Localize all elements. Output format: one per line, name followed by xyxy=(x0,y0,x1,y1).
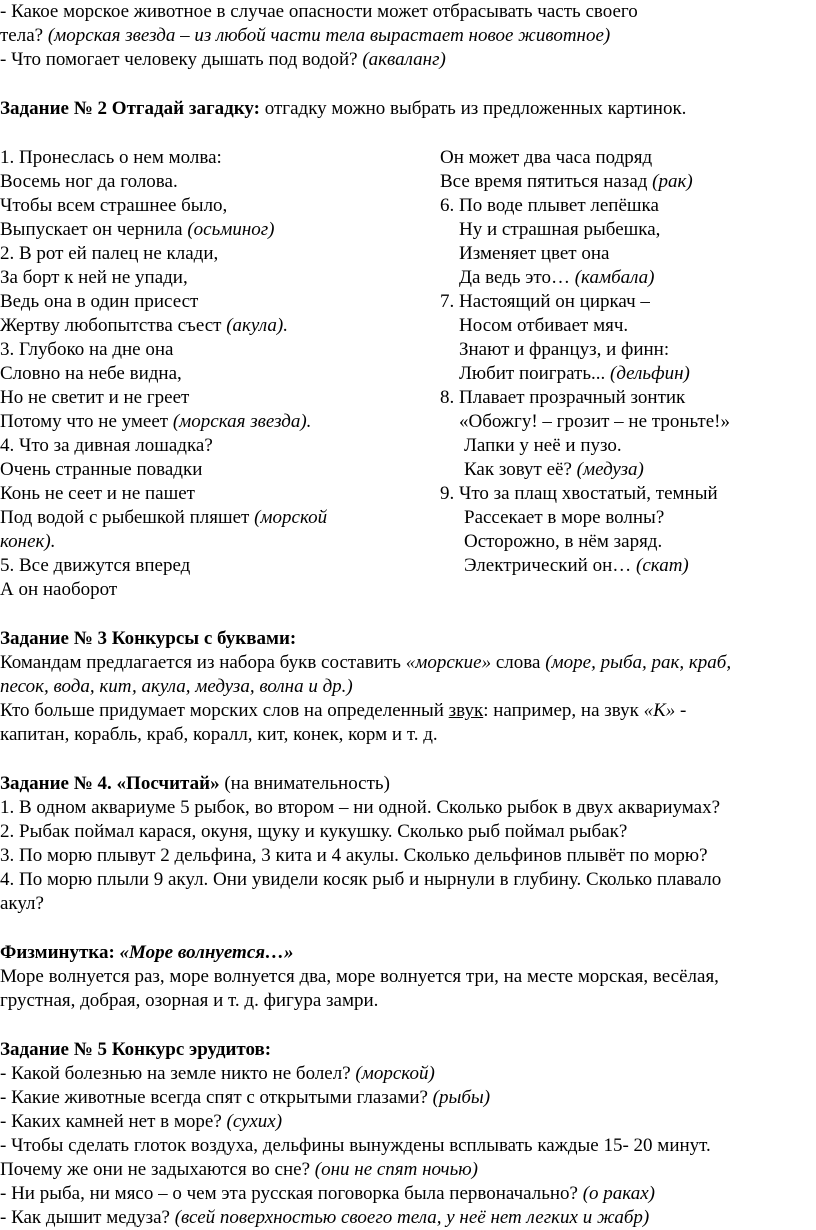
text-run: Восемь ног да голова. xyxy=(0,171,178,192)
task3-paragraph-line xyxy=(0,699,816,723)
riddle-right-line xyxy=(459,218,816,242)
riddle-left-line xyxy=(0,434,395,458)
answer-text: (морской xyxy=(254,507,328,528)
text-run: 4. По морю плыли 9 акул. Они увидели косяк рыб и нырнули в глубину. Сколько плавало xyxy=(0,869,722,890)
text-run: Носом отбивает мяч. xyxy=(459,315,629,336)
task-title: Задание № 4. «Посчитай» xyxy=(0,773,220,794)
riddle-left-line xyxy=(0,506,395,530)
answer-text: (рак) xyxy=(652,171,693,192)
task-title: Задание № 5 Конкурс эрудитов: xyxy=(0,1039,272,1060)
warmup-text-line xyxy=(0,965,816,989)
task4-item xyxy=(0,820,816,844)
answer-text: (медуза) xyxy=(576,459,644,480)
riddle-left-line xyxy=(0,482,395,506)
task4-item xyxy=(0,892,816,916)
text-run: Море волнуется раз, море волнуется два, море волнуется три, на месте морская, весёлая, xyxy=(0,966,719,987)
intro-line-2 xyxy=(0,24,816,48)
riddle-left-line xyxy=(0,410,395,434)
text-run: - Чтобы сделать глоток воздуха, дельфины вынуждены всплывать каждые 15- 20 минут. xyxy=(0,1135,711,1156)
task5-question xyxy=(0,1182,816,1206)
intro-text: тела? xyxy=(0,25,48,46)
text-run: 2. В рот ей палец не клади, xyxy=(0,243,219,264)
text-run: Очень странные повадки xyxy=(0,459,203,480)
text-run: - Какой болезнью на земле никто не болел? xyxy=(0,1063,356,1084)
text-run: 9. Что за плащ хвостатый, темный xyxy=(440,483,718,504)
riddle-left-line xyxy=(0,218,395,242)
underlined-word: звук xyxy=(448,700,484,721)
answer-text: песок, вода, кит, акула, медуза, волна и др.) xyxy=(0,676,353,697)
riddle-right-line xyxy=(440,170,816,194)
text-run: - Каких камней нет в море? xyxy=(0,1111,227,1132)
riddle-left-line xyxy=(0,194,395,218)
text-run: - Ни рыба, ни мясо – о чем эта русская поговорка была первоначально? xyxy=(0,1183,583,1204)
answer-text: (дельфин) xyxy=(610,363,690,384)
riddle-right-line xyxy=(459,242,816,266)
text-run: грустная, добрая, озорная и т. д. фигура замри. xyxy=(0,990,379,1011)
question-text: - Что помогает человеку дышать под водой? xyxy=(0,49,363,70)
answer-text: (скат) xyxy=(636,555,689,576)
text-run: - xyxy=(675,700,687,721)
task3-heading xyxy=(0,627,816,651)
text-run: Конь не сеет и не пашет xyxy=(0,483,195,504)
text-run: Лапки у неё и пузо. xyxy=(464,435,622,456)
warmup-heading xyxy=(0,941,816,965)
task3-paragraph-line xyxy=(0,675,816,699)
text-run: Командам предлагается из набора букв составить xyxy=(0,652,406,673)
task-title: Физминутка: xyxy=(0,942,120,963)
riddle-right-line xyxy=(464,458,816,482)
riddle-right-line xyxy=(459,410,816,434)
text-run: 6. По воде плывет лепёшка xyxy=(440,195,659,216)
intro-line-1 xyxy=(0,0,816,24)
riddle-left-line xyxy=(0,578,395,602)
riddle-right-line xyxy=(459,266,816,290)
riddle-left-line xyxy=(0,314,395,338)
task4-heading xyxy=(0,772,816,796)
text-run: Он может два часа подряд xyxy=(440,147,653,168)
intro-text: - Какое морское животное в случае опасности может отбрасывать часть своего xyxy=(0,1,638,22)
intro-line-3 xyxy=(0,48,816,72)
task3-paragraph-line xyxy=(0,651,816,675)
answer-text: (морская звезда). xyxy=(172,411,312,432)
task-title: Задание № 3 Конкурсы с буквами: xyxy=(0,628,297,649)
text-run: За борт к ней не упади, xyxy=(0,267,188,288)
text-run: Почему же они не задыхаются во сне? xyxy=(0,1159,315,1180)
text-run: акул? xyxy=(0,893,44,914)
answer-text: (они не спят ночью) xyxy=(314,1159,478,1180)
text-run: Словно на небе видна, xyxy=(0,363,182,384)
riddle-right-line xyxy=(464,434,816,458)
task-title: Задание № 2 Отгадай загадку: xyxy=(0,98,260,119)
text-run: Изменяет цвет она xyxy=(459,243,610,264)
answer-text: (всей поверхностью своего тела, у неё нет легких и жабр) xyxy=(174,1207,650,1228)
text-run: капитан, корабль, краб, коралл, кит, конек, корм и т. д. xyxy=(0,724,438,745)
task5-heading xyxy=(0,1038,816,1062)
task5-question xyxy=(0,1158,816,1182)
riddle-left-line xyxy=(0,266,395,290)
text-run: Кто больше придумает морских слов на определенный xyxy=(0,700,449,721)
text-run: «Обожгу! – грозит – не троньте!» xyxy=(459,411,730,432)
riddle-left-line xyxy=(0,242,395,266)
answer-text: (акула). xyxy=(226,315,288,336)
riddle-left-line xyxy=(0,170,395,194)
riddle-left-line xyxy=(0,362,395,386)
task5-question xyxy=(0,1206,816,1230)
text-run: Жертву любопытства съест xyxy=(0,315,227,336)
task5-question xyxy=(0,1110,816,1134)
riddle-left-line xyxy=(0,530,395,554)
riddle-left-line xyxy=(0,290,395,314)
text-run: Выпускает он чернила xyxy=(0,219,188,240)
task4-item xyxy=(0,868,816,892)
text-run: Потому что не умеет xyxy=(0,411,173,432)
riddle-right-line xyxy=(464,506,816,530)
text-run: Да ведь это… xyxy=(459,267,575,288)
answer-text: (камбала) xyxy=(574,267,655,288)
riddle-right-line xyxy=(459,362,816,386)
text-run: слова xyxy=(491,652,546,673)
riddle-right-line xyxy=(440,290,816,314)
text-run: Электрический он… xyxy=(464,555,637,576)
riddle-left-line xyxy=(0,386,395,410)
task-subtitle: (на внимательность) xyxy=(219,773,390,794)
text-run: «К» xyxy=(643,700,676,721)
riddle-right-line xyxy=(440,194,816,218)
task4-item xyxy=(0,796,816,820)
riddle-right-line xyxy=(440,386,816,410)
text-run: 5. Все движутся вперед xyxy=(0,555,191,576)
text-run: 3. По морю плывут 2 дельфина, 3 кита и 4 акулы. Сколько дельфинов плывёт по морю? xyxy=(0,845,708,866)
text-run: Рассекает в море волны? xyxy=(464,507,665,528)
text-run: Чтобы всем страшнее было, xyxy=(0,195,228,216)
task5-question xyxy=(0,1134,816,1158)
text-run: 4. Что за дивная лошадка? xyxy=(0,435,213,456)
warmup-game-name: «Море волнуется…» xyxy=(119,942,294,963)
riddle-left-line xyxy=(0,146,395,170)
answer-text: (осьминог) xyxy=(187,219,275,240)
task5-question xyxy=(0,1062,816,1086)
answer-text: (сухих) xyxy=(226,1111,283,1132)
text-run: Ведь она в один присест xyxy=(0,291,199,312)
text-run: Но не светит и не греет xyxy=(0,387,190,408)
riddle-right-line xyxy=(440,482,816,506)
answer-text: конек). xyxy=(0,531,56,552)
text-run: Ну и страшная рыбешка, xyxy=(459,219,661,240)
text-run: 7. Настоящий он циркач – xyxy=(440,291,650,312)
text-run: Как зовут её? xyxy=(464,459,577,480)
warmup-text-line xyxy=(0,989,816,1013)
text-run: Под водой с рыбешкой пляшет xyxy=(0,507,255,528)
riddle-right-line xyxy=(440,146,816,170)
text-run: Все время пятиться назад xyxy=(440,171,653,192)
text-run: 1. В одном аквариуме 5 рыбок, во втором – ни одной. Сколько рыбок в двух аквариумах? xyxy=(0,797,721,818)
riddle-right-line xyxy=(459,338,816,362)
text-run: Осторожно, в нём заряд. xyxy=(464,531,663,552)
riddle-left-line xyxy=(0,458,395,482)
text-run: - Как дышит медуза? xyxy=(0,1207,175,1228)
riddle-left-line xyxy=(0,554,395,578)
answer-text: (морская звезда – из любой части тела вырастает новое животное) xyxy=(47,25,611,46)
text-run: 2. Рыбак поймал карася, окуня, щуку и кукушку. Сколько рыб поймал рыбак? xyxy=(0,821,628,842)
riddle-right-line xyxy=(464,554,816,578)
riddle-left-line xyxy=(0,338,395,362)
riddle-right-line xyxy=(459,314,816,338)
riddle-right-line xyxy=(464,530,816,554)
answer-text: (акваланг) xyxy=(362,49,446,70)
task-subtitle: отгадку можно выбрать из предложенных картинок. xyxy=(260,98,687,119)
text-run: 3. Глубоко на дне она xyxy=(0,339,174,360)
answer-text: (рыбы) xyxy=(432,1087,491,1108)
text-run: «морские» xyxy=(405,652,492,673)
text-run: 1. Пронеслась о нем молва: xyxy=(0,147,222,168)
answer-text: (морской) xyxy=(355,1063,435,1084)
task5-question xyxy=(0,1086,816,1110)
text-run: Любит поиграть... xyxy=(459,363,611,384)
text-run: А он наоборот xyxy=(0,579,118,600)
text-run: 8. Плавает прозрачный зонтик xyxy=(440,387,686,408)
text-run: Знают и француз, и финн: xyxy=(459,339,670,360)
task4-item xyxy=(0,844,816,868)
answer-text: (о раках) xyxy=(582,1183,655,1204)
text-run: : например, на звук xyxy=(483,700,644,721)
text-run: - Какие животные всегда спят с открытыми глазами? xyxy=(0,1087,433,1108)
task2-heading xyxy=(0,97,816,121)
task3-paragraph-line xyxy=(0,723,816,747)
answer-text: (море, рыба, рак, краб, xyxy=(545,652,732,673)
